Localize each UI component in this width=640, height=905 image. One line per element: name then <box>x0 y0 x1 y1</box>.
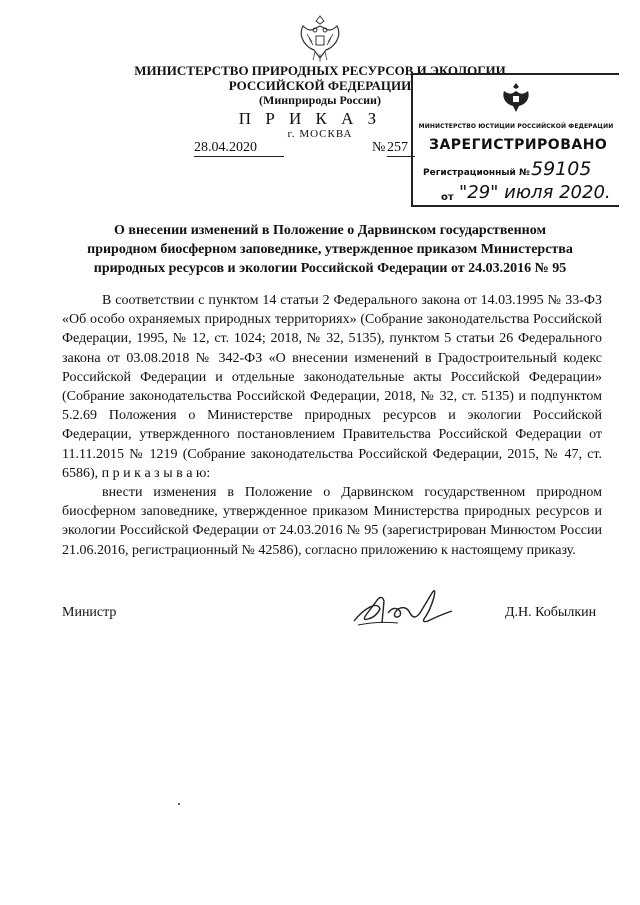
stamp-date-label: от <box>441 192 454 203</box>
signatory-name: Д.Н. Кобылкин <box>505 605 597 620</box>
stamp-emblem-icon <box>501 81 531 115</box>
signatory-title: Министр <box>62 605 117 620</box>
registration-stamp <box>411 73 619 207</box>
document-body <box>62 291 602 560</box>
heading-line2: природном биосферном заповеднике, утвержденное приказом Министерства <box>87 242 573 257</box>
stamp-organization: МИНИСТЕРСТВО ЮСТИЦИИ РОССИЙСКОЙ ФЕДЕРАЦИИ <box>418 123 614 130</box>
ministry-name-line1: МИНИСТЕРСТВО ПРИРОДНЫХ РЕСУРСОВ И ЭКОЛОГИИ <box>134 63 506 78</box>
city: г. МОСКВА <box>287 128 353 140</box>
document-date: 28.04.2020 <box>194 140 284 157</box>
coat-of-arms-icon <box>295 12 345 64</box>
stamp-reg-number: 59105 <box>531 158 592 180</box>
heading-line1: О внесении изменений в Положение о Дарвинском государственном <box>114 223 546 238</box>
document-heading <box>60 221 600 278</box>
stamp-reg-label: Регистрационный № <box>423 168 530 178</box>
ministry-name-line2: РОССИЙСКОЙ ФЕДЕРАЦИИ <box>228 78 412 93</box>
ministry-short-name: (Минприроды России) <box>259 93 381 107</box>
stamp-status: ЗАРЕГИСТРИРОВАНО <box>429 137 608 153</box>
stamp-date-value: "29" июля 2020. <box>459 182 611 203</box>
document-type: П Р И К А З <box>238 109 382 128</box>
body-paragraph-1: В соответствии с пунктом 14 статьи 2 Федерального закона от 14.03.1995 № 33-ФЗ «Об особо охраняемых природных территориях» (Собрание законодательства Российской Федерации, 1995, № 12, ст. 1024; 2018, № 32, 5135), пунктом 5 статьи 26 Федерального закона от 03.08.2018 № 342-ФЗ «О внесении изменений в Градостроительный кодекс Российской Федерации и отдельные законодательные акты Российской Федерации» (Собрание законодательства Российской Федерации, 2018, № 32, ст. 5135) и подпунктом 5.2.69 Положения о Министерстве природных ресурсов и экологии Российской Федерации, утвержденного постановлением Правительства Российской Федерации от 11.11.2015 № 1219 (Собрание законодательства Российской Федерации, 2015, № 47, ст. 6586), п р и к а з ы в а ю: <box>62 293 602 481</box>
heading-line3: природных ресурсов и экологии Российской Федерации от 24.03.2016 № 95 <box>93 261 567 276</box>
handwritten-signature-icon <box>348 577 458 637</box>
document-number: 257 <box>387 140 415 157</box>
document-number-label: № <box>372 140 386 155</box>
scan-speck <box>178 803 180 805</box>
body-paragraph-2: внести изменения в Положение о Дарвинском государственном природном биосферном заповеднике, утвержденное приказом Министерства природных ресурсов и экологии Российской Федерации от 24.03.2016 № 95 (зарегистрирован Минюстом России 21.06.2016, регистрационный № 42586), согласно приложению к настоящему приказу. <box>62 485 602 558</box>
